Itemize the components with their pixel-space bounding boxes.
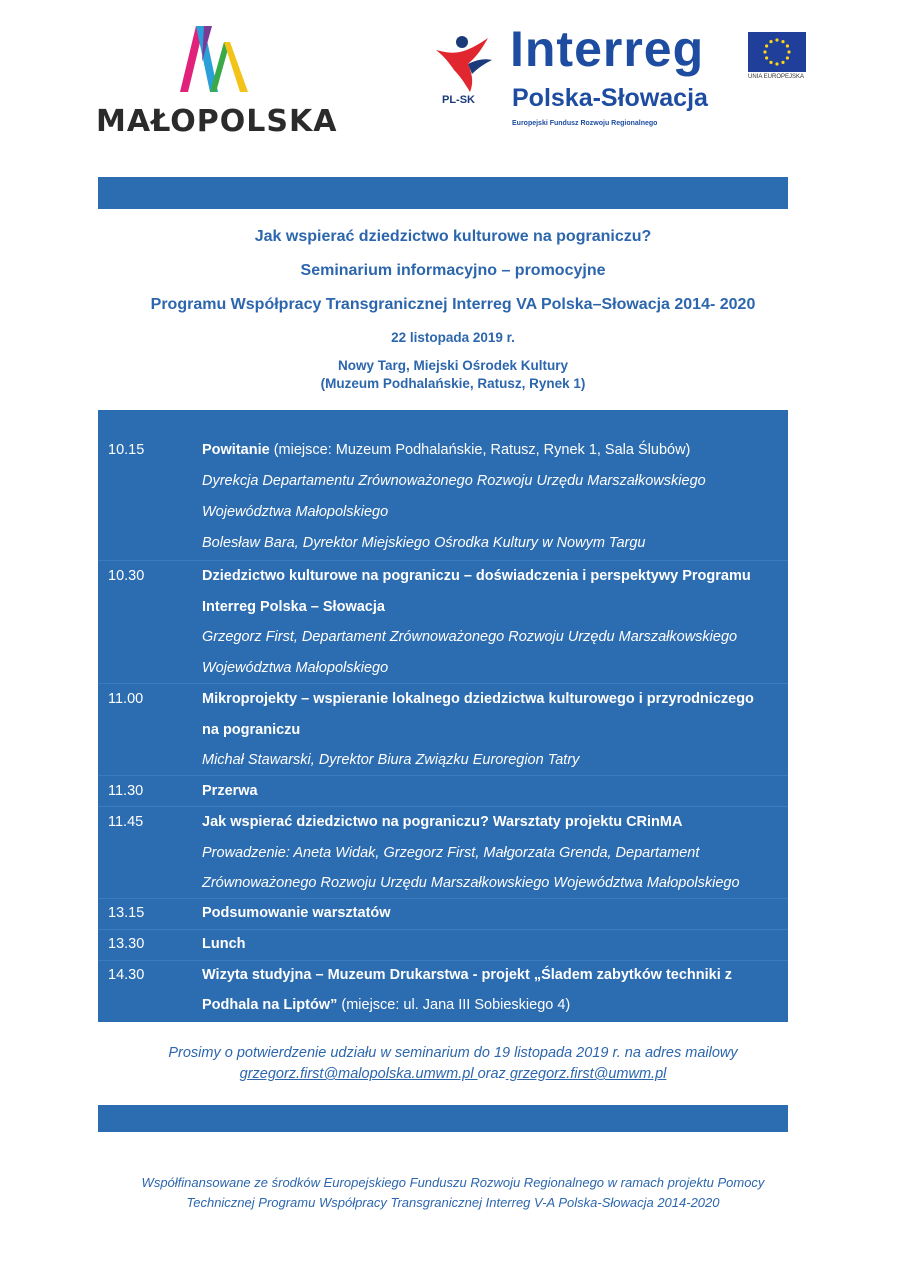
agenda-speaker: Bolesław Bara, Dyrektor Miejskiego Ośrodka Kultury w Nowym Targu [202,535,646,551]
agenda-title: Dziedzictwo kulturowe na pograniczu – doświadczenia i perspektywy Programu [202,568,751,584]
agenda-title: Interreg Polska – Słowacja [202,599,385,615]
agenda-row [98,683,788,776]
malopolska-mark-icon [174,22,254,94]
agenda-row [98,434,788,560]
eu-flag-icon [748,32,806,72]
agenda-time: 11.45 [108,814,144,830]
agenda-speaker: Województwa Małopolskiego [202,660,389,676]
agenda-title [202,997,570,1013]
venue-line-1: Nowy Targ, Miejski Ośrodek Kultury [337,358,569,373]
agenda-title: Lunch [202,936,246,952]
interreg-subtitle: Polska-Słowacja [512,84,708,112]
bottom-divider-bar [98,1105,788,1132]
programme-title: Programu Współpracy Transgranicznej Interreg VA Polska–Słowacja 2014- 2020 [150,296,756,313]
interreg-wordmark: Interreg [510,21,705,77]
seminar-type: Seminarium informacyjno – promocyjne [300,262,606,279]
agenda-title: Wizyta studyjna – Muzeum Drukarstwa - projekt „Śladem zabytków techniki z [202,967,733,983]
agenda-time: 10.15 [108,442,145,458]
agenda-title: Jak wspierać dziedzictwo na pograniczu? Warsztaty projektu CRinMA [202,814,683,830]
agenda-time: 13.30 [108,936,145,952]
cofinancing-line-1: Współfinansowane ze środków Europejskiego Funduszu Rozwoju Regionalnego w ramach projektu Pomocy [141,1175,765,1190]
interreg-logo [432,21,812,136]
agenda-row [98,775,788,807]
agenda-row [98,929,788,961]
agenda-time: 11.30 [108,783,144,799]
agenda-title: Mikroprojekty – wspieranie lokalnego dziedzictwa kulturowego i przyrodniczego [202,691,754,707]
seminar-date: 22 listopada 2019 r. [391,330,515,345]
agenda-title-rest: (miejsce: ul. Jana III Sobieskiego 4) [337,997,571,1013]
agenda-row [98,806,788,899]
agenda-speaker: Województwa Małopolskiego [202,504,389,520]
eu-caption: UNIA EUROPEJSKA [748,74,805,80]
email-link[interactable]: grzegorz.first@malopolska.umwm.pl [239,1066,478,1082]
agenda-time: 14.30 [108,967,145,983]
agenda-time: 13.15 [108,905,145,921]
agenda-title: Podsumowanie warsztatów [202,905,391,921]
agenda-speaker: Michał Stawarski, Dyrektor Biura Związku Euroregion Tatry [202,752,580,768]
malopolska-wordmark: MAŁOPOLSKA [96,104,338,139]
agenda-title: na pograniczu [202,722,301,738]
agenda-title: Przerwa [202,783,258,799]
agenda-row [98,898,788,930]
interreg-fund-label: Europejski Fundusz Rozwoju Regionalnego [512,120,658,127]
plsk-label: PL-SK [442,94,475,106]
agenda-speaker: Dyrekcja Departamentu Zrównoważonego Rozwoju Urzędu Marszałkowskiego [202,473,706,489]
agenda-title [202,442,690,458]
agenda-row [98,560,788,684]
cofinancing-line-2: Technicznej Programu Współpracy Transgranicznej Interreg V-A Polska-Słowacja 2014-2020 [186,1195,720,1210]
plsk-figure-icon [432,30,496,94]
venue-line-2: (Muzeum Podhalańskie, Ratusz, Rynek 1) [320,376,586,391]
email-conjunction: oraz [477,1066,506,1082]
agenda-speaker: Zrównoważonego Rozwoju Urzędu Marszałkowskiego Województwa Małopolskiego [202,875,740,891]
seminar-question: Jak wspierać dziedzictwo kulturowe na pograniczu? [254,228,652,245]
agenda-title-rest: (miejsce: Muzeum Podhalańskie, Ratusz, Rynek 1, Sala Ślubów) [269,442,691,458]
agenda-row [98,960,788,1023]
agenda-table [98,410,788,1022]
agenda-title-bold: Podhala na Liptów” [202,997,338,1013]
rsvp-text: Prosimy o potwierdzenie udziału w seminarium do 19 listopada 2019 r. na adres mailowy [168,1045,738,1061]
agenda-speaker: Prowadzenie: Aneta Widak, Grzegorz First, Małgorzata Grenda, Departament [202,845,700,861]
agenda-time: 10.30 [108,568,145,584]
agenda-title-bold: Powitanie [202,442,270,458]
email-link[interactable]: grzegorz.first@umwm.pl [505,1066,667,1082]
top-divider-bar [98,177,788,209]
malopolska-logo [96,22,336,137]
rsvp-emails [98,1066,808,1082]
agenda-time: 11.00 [108,691,144,707]
agenda-speaker: Grzegorz First, Departament Zrównoważonego Rozwoju Urzędu Marszałkowskiego [202,629,738,645]
